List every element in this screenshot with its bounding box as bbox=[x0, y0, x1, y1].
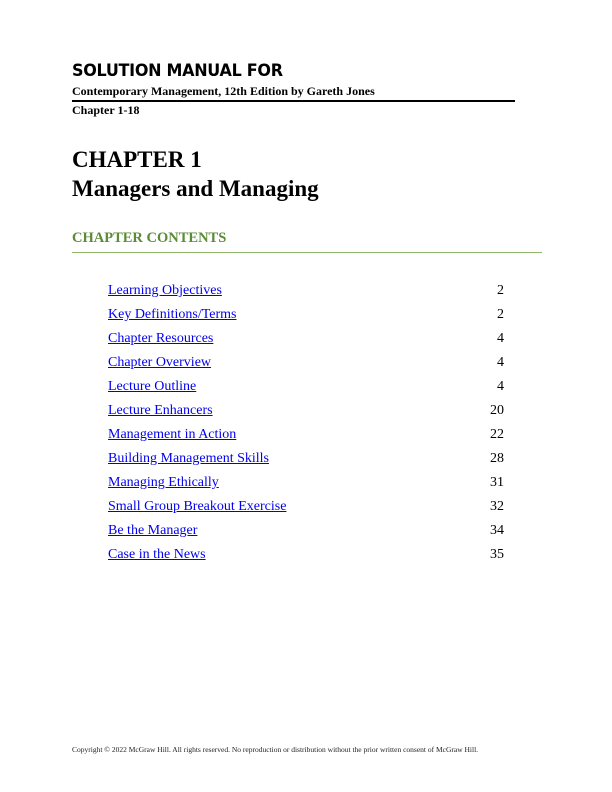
toc-page-number: 22 bbox=[490, 427, 504, 442]
toc-page-number: 31 bbox=[490, 475, 504, 490]
toc-row bbox=[108, 401, 504, 425]
chapter-number: CHAPTER 1 bbox=[72, 147, 202, 172]
toc-link-small-group-breakout[interactable]: Small Group Breakout Exercise bbox=[108, 499, 287, 514]
toc-link-lecture-outline[interactable]: Lecture Outline bbox=[108, 379, 197, 394]
toc-page-number: 35 bbox=[490, 547, 504, 562]
toc-row bbox=[108, 449, 504, 473]
table-of-contents bbox=[108, 281, 504, 569]
toc-page-number: 4 bbox=[497, 379, 504, 394]
contents-divider bbox=[72, 252, 542, 253]
toc-page-number: 20 bbox=[490, 403, 504, 418]
contents-heading: CHAPTER CONTENTS bbox=[72, 230, 227, 246]
toc-page-number: 4 bbox=[497, 331, 504, 346]
toc-link-case-in-the-news[interactable]: Case in the News bbox=[108, 547, 206, 562]
toc-row bbox=[108, 545, 504, 569]
toc-page-number: 4 bbox=[497, 355, 504, 370]
toc-link-learning-objectives[interactable]: Learning Objectives bbox=[108, 283, 222, 298]
chapter-title: Managers and Managing bbox=[72, 176, 319, 201]
toc-page-number: 2 bbox=[497, 307, 504, 322]
toc-link-management-in-action[interactable]: Management in Action bbox=[108, 427, 237, 442]
book-subtitle: Contemporary Management, 12th Edition by Gareth Jones bbox=[72, 84, 375, 98]
toc-link-be-the-manager[interactable]: Be the Manager bbox=[108, 523, 198, 538]
toc-row bbox=[108, 425, 504, 449]
toc-page-number: 34 bbox=[490, 523, 504, 538]
copyright-notice: Copyright © 2022 McGraw Hill. All rights reserved. No reproduction or distribution without the prior written consent of McGraw Hill. bbox=[72, 745, 479, 754]
toc-link-chapter-overview[interactable]: Chapter Overview bbox=[108, 355, 212, 370]
toc-row bbox=[108, 329, 504, 353]
toc-page-number: 28 bbox=[490, 451, 504, 466]
toc-link-managing-ethically[interactable]: Managing Ethically bbox=[108, 475, 219, 490]
toc-row bbox=[108, 521, 504, 545]
toc-page-number: 2 bbox=[497, 283, 504, 298]
toc-link-lecture-enhancers[interactable]: Lecture Enhancers bbox=[108, 403, 213, 418]
toc-row bbox=[108, 281, 504, 305]
toc-link-chapter-resources[interactable]: Chapter Resources bbox=[108, 331, 214, 346]
toc-row bbox=[108, 473, 504, 497]
manual-title: SOLUTION MANUAL FOR bbox=[72, 61, 283, 81]
chapter-range: Chapter 1-18 bbox=[72, 103, 140, 117]
toc-page-number: 32 bbox=[490, 499, 504, 514]
toc-link-building-management-skills[interactable]: Building Management Skills bbox=[108, 451, 269, 466]
toc-row bbox=[108, 497, 504, 521]
toc-row bbox=[108, 377, 504, 401]
toc-row bbox=[108, 305, 504, 329]
toc-link-key-definitions[interactable]: Key Definitions/Terms bbox=[108, 307, 237, 322]
toc-row bbox=[108, 353, 504, 377]
